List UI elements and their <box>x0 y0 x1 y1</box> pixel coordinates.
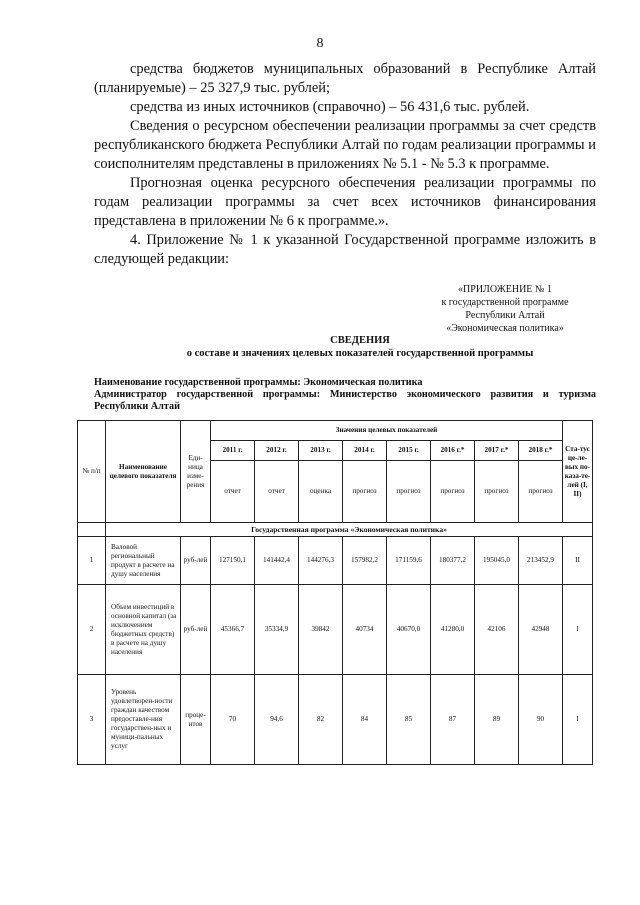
row-value: 94,6 <box>255 675 299 765</box>
header-values-group: Значения целевых показателей <box>211 421 563 441</box>
page-number: 8 <box>316 36 324 51</box>
paragraph-resource-info: Сведения о ресурсном обеспечении реализации программы за счет средств республиканского бюджета Республики Алтай по годам реализации программы и соисполнителям представлены в приложениях № 5.1 - № 5.3 к программе. <box>94 118 596 172</box>
appendix-line-4: «Экономическая политика» <box>446 323 564 334</box>
row-unit: руб-лей <box>181 585 211 675</box>
row-value: 42948 <box>519 585 563 675</box>
row-unit: руб-лей <box>181 537 211 585</box>
row-value: 41280,0 <box>431 585 475 675</box>
row-unit: проце-нтов <box>181 675 211 765</box>
section-title: Государственная программа «Экономическая политика» <box>106 523 593 537</box>
row-value: 42106 <box>475 585 519 675</box>
row-value: 45366,7 <box>211 585 255 675</box>
row-value: 90 <box>519 675 563 765</box>
header-year-type: прогноз <box>431 461 475 523</box>
row-value: 82 <box>299 675 343 765</box>
row-value: 40670,0 <box>387 585 431 675</box>
header-year-type: прогноз <box>343 461 387 523</box>
row-value: 84 <box>343 675 387 765</box>
header-year-type: прогноз <box>387 461 431 523</box>
header-year-type: оценка <box>299 461 343 523</box>
indicators-table <box>77 420 593 765</box>
row-value: 195045,0 <box>475 537 519 585</box>
row-value: 40734 <box>343 585 387 675</box>
section-spacer-cell <box>78 523 106 537</box>
header-name: Наименование целевого показателя <box>106 421 181 523</box>
indicators-table-wrapper <box>77 420 593 765</box>
header-year: 2017 г.* <box>475 441 519 461</box>
row-value: 87 <box>431 675 475 765</box>
row-value: 144276,3 <box>299 537 343 585</box>
row-value: 141442,4 <box>255 537 299 585</box>
paragraph-municipal-budget: средства бюджетов муниципальных образований в Республике Алтай (планируемые) – 25 327,9 тыс. рублей; <box>94 61 596 96</box>
program-name-line: Наименование государственной программы: Экономическая политика <box>94 377 423 388</box>
row-num: 2 <box>78 585 106 675</box>
table-row <box>78 585 593 675</box>
table-row <box>78 537 593 585</box>
header-num: № п/п <box>78 421 106 523</box>
paragraph-forecast: Прогнозная оценка ресурсного обеспечения реализации программы по годам реализации программы за счет всех источников финансирования представлена в приложении № 6 к программе.». <box>94 175 596 229</box>
header-status: Ста-тус це-ле-вых по-каза-те-лей (I, II) <box>563 421 593 523</box>
program-admin-line: Администратор государственной программы: Министерство экономического развития и туризма Республики Алтай <box>94 389 596 412</box>
row-name: Объем инвестиций в основной капитал (за исключением бюджетных средств) в расчете на душу населения <box>106 585 181 675</box>
row-status: II <box>563 537 593 585</box>
appendix-line-2: к государственной программе <box>441 297 569 308</box>
row-value: 213452,9 <box>519 537 563 585</box>
body-text <box>94 60 596 269</box>
row-value: 70 <box>211 675 255 765</box>
header-year: 2011 г. <box>211 441 255 461</box>
row-name: Валовой региональный продукт в расчете на душу населения <box>106 537 181 585</box>
row-num: 3 <box>78 675 106 765</box>
header-year-type: прогноз <box>475 461 519 523</box>
row-value: 85 <box>387 675 431 765</box>
header-year-type: отчет <box>211 461 255 523</box>
appendix-header <box>400 283 610 335</box>
row-value: 89 <box>475 675 519 765</box>
row-status: I <box>563 675 593 765</box>
row-value: 35334,9 <box>255 585 299 675</box>
row-value: 127150,1 <box>211 537 255 585</box>
svedeniya-title: СВЕДЕНИЯ <box>330 335 390 346</box>
paragraph-other-sources: средства из иных источников (справочно) – 56 431,6 тыс. рублей. <box>130 99 530 115</box>
appendix-line-1: «ПРИЛОЖЕНИЕ № 1 <box>458 284 552 295</box>
table-row <box>78 675 593 765</box>
appendix-line-3: Республики Алтай <box>465 310 545 321</box>
header-year: 2015 г. <box>387 441 431 461</box>
row-value: 180377,2 <box>431 537 475 585</box>
paragraph-appendix-change: 4. Приложение № 1 к указанной Государственной программе изложить в следующей редакции: <box>94 232 596 267</box>
header-year-type: отчет <box>255 461 299 523</box>
header-year: 2016 г.* <box>431 441 475 461</box>
header-unit: Еди-ница изме-рения <box>181 421 211 523</box>
row-value: 39842 <box>299 585 343 675</box>
svedeniya-heading <box>0 334 640 360</box>
row-name: Уровень удовлетворен-ности граждан качеством предоставле-ния государствен-ных и муници-пальных услуг <box>106 675 181 765</box>
row-status: I <box>563 585 593 675</box>
svedeniya-subtitle: о составе и значениях целевых показателей государственной программы <box>186 348 534 359</box>
program-info <box>94 377 596 413</box>
header-year: 2013 г. <box>299 441 343 461</box>
header-year-type: прогноз <box>519 461 563 523</box>
header-year: 2012 г. <box>255 441 299 461</box>
row-num: 1 <box>78 537 106 585</box>
row-value: 157982,2 <box>343 537 387 585</box>
header-year: 2018 г.* <box>519 441 563 461</box>
row-value: 171159,6 <box>387 537 431 585</box>
header-year: 2014 г. <box>343 441 387 461</box>
